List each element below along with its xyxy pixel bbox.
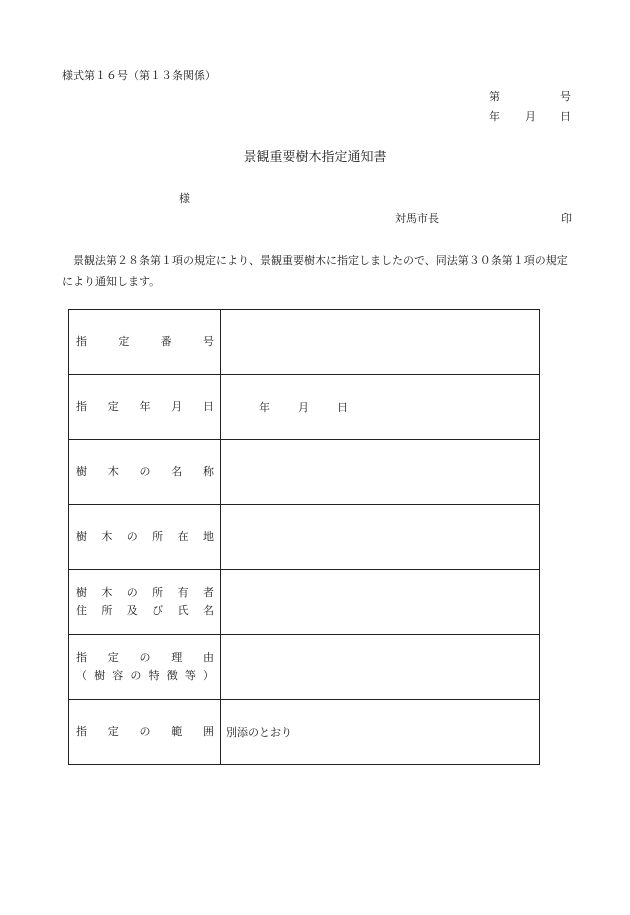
label-char: 年 [139, 400, 151, 413]
row-value[interactable] [221, 440, 540, 505]
label-char: 樹 [76, 530, 87, 543]
label-char: 所 [101, 604, 113, 617]
label-char: 名 [202, 604, 214, 617]
document-title: 景観重要樹木指定通知書 [243, 150, 387, 165]
label-char: 地 [202, 530, 214, 543]
row-value[interactable] [221, 570, 540, 635]
label-char: 徴 [166, 669, 178, 682]
label-char: 及 [126, 604, 138, 617]
label-char: 定 [107, 651, 119, 664]
table-row [69, 700, 540, 765]
label-char: ） [202, 669, 214, 682]
table-row [69, 635, 540, 700]
label-char: 指 [76, 651, 87, 664]
label-char: 有 [177, 586, 189, 599]
label-char: の [130, 669, 142, 682]
label-char: （ [76, 669, 87, 682]
label-char: 住 [76, 604, 87, 617]
document-date [489, 111, 571, 123]
ref-date-year: 年 [489, 110, 500, 123]
row-label-line [76, 723, 214, 741]
info-table [68, 309, 540, 765]
label-char: 樹 [94, 669, 106, 682]
label-char: び [152, 604, 164, 617]
label-char: 称 [203, 465, 214, 478]
label-char: 氏 [177, 604, 189, 617]
row-label-line [76, 584, 214, 602]
label-char: 定 [107, 725, 119, 738]
row-value[interactable] [221, 375, 540, 440]
label-char: の [126, 586, 138, 599]
label-char: の [139, 725, 151, 738]
row-label-line [76, 398, 214, 416]
label-char: の [139, 465, 151, 478]
row-value[interactable] [221, 635, 540, 700]
label-char: 指 [76, 725, 87, 738]
label-char: 由 [203, 651, 214, 664]
ref-number-suffix: 号 [560, 90, 571, 103]
row-label [69, 505, 221, 570]
label-char: 日 [203, 400, 214, 413]
label-char: 樹 [76, 586, 87, 599]
row-value[interactable] [221, 505, 540, 570]
label-char: 木 [101, 586, 113, 599]
row-label-line [76, 463, 214, 481]
label-char: 指 [76, 400, 87, 413]
row-label [69, 375, 221, 440]
label-char: 定 [118, 335, 130, 348]
body-text: 景観法第２８条第１項の規定により、景観重要樹木に指定しましたので、同法第３０条第１項の規定により通知します。 [62, 254, 568, 288]
row-label-line [76, 649, 214, 667]
date-unit: 日 [337, 400, 348, 414]
table-row [69, 505, 540, 570]
row-label [69, 700, 221, 765]
date-unit: 月 [298, 400, 309, 414]
row-label-line [76, 667, 214, 685]
row-label [69, 440, 221, 505]
label-char: 樹 [76, 465, 87, 478]
row-value[interactable]: 別添のとおり [221, 700, 540, 765]
label-char: 指 [76, 335, 87, 348]
label-char: 所 [152, 586, 164, 599]
issuer-name: 対馬市長 [395, 212, 439, 225]
seal-mark: 印 [561, 212, 572, 225]
label-char: 者 [202, 586, 214, 599]
label-char: 在 [177, 530, 189, 543]
label-char: の [126, 530, 138, 543]
label-char: 号 [202, 335, 214, 348]
label-char: 等 [184, 669, 196, 682]
ref-number-prefix: 第 [489, 90, 500, 103]
label-char: 定 [107, 400, 119, 413]
label-char: の [139, 651, 151, 664]
label-char: 特 [148, 669, 160, 682]
label-char: 月 [171, 400, 183, 413]
table-row [69, 375, 540, 440]
label-char: 所 [152, 530, 164, 543]
date-unit: 年 [259, 400, 270, 414]
label-char: 番 [160, 335, 172, 348]
row-label-line [76, 333, 214, 351]
row-label [69, 635, 221, 700]
table-row [69, 310, 540, 375]
label-char: 木 [101, 530, 113, 543]
label-char: 木 [107, 465, 119, 478]
value-date [221, 402, 539, 413]
label-char: 範 [171, 725, 183, 738]
row-value[interactable] [221, 310, 540, 375]
form-number: 様式第１６号（第１３条関係） [62, 69, 216, 82]
label-char: 名 [171, 465, 183, 478]
row-label [69, 310, 221, 375]
label-char: 囲 [203, 725, 214, 738]
label-char: 理 [171, 651, 183, 664]
table-row [69, 440, 540, 505]
label-char: 容 [112, 669, 124, 682]
ref-date-day: 日 [560, 110, 571, 123]
document-number [489, 91, 571, 103]
ref-date-month: 月 [525, 110, 536, 123]
addressee-honorific: 様 [179, 192, 190, 205]
row-label-line [76, 602, 214, 620]
row-label-line [76, 528, 214, 546]
table-row [69, 570, 540, 635]
row-label [69, 570, 221, 635]
